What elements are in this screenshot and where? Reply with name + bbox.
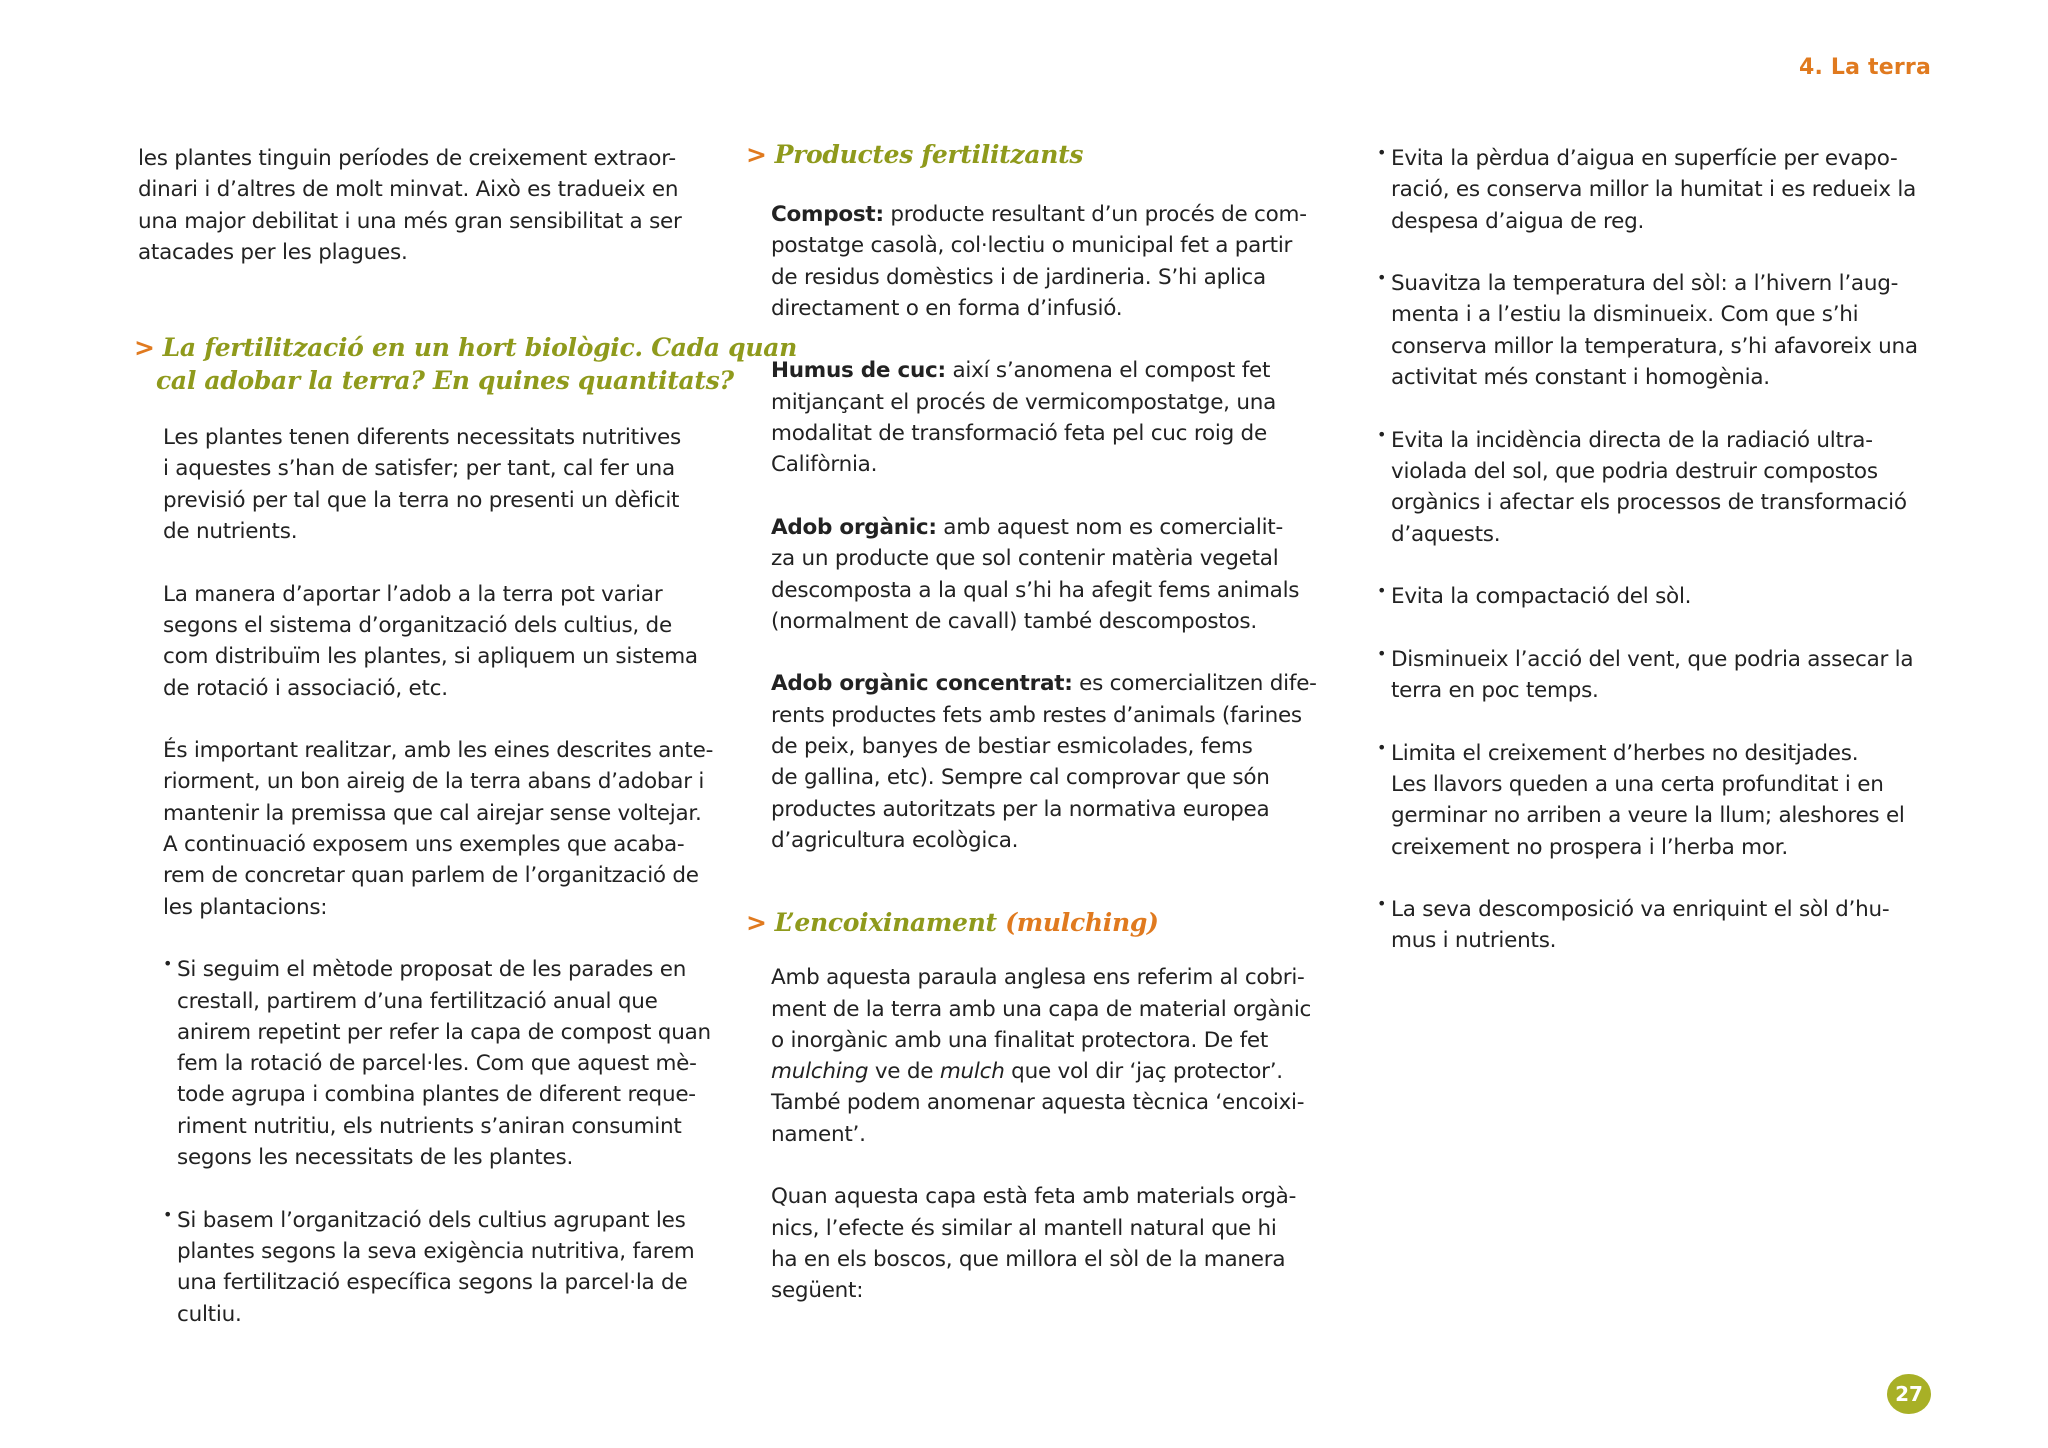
- term-label: Adob orgànic concentrat:: [771, 671, 1073, 697]
- text-line: rem de concretar quan parlem de l’organització de: [163, 863, 699, 889]
- text-line: Evita la compactació del sòl.: [1391, 584, 1692, 610]
- text-line: de rotació i associació, etc.: [163, 675, 448, 701]
- list-item: [1377, 738, 1937, 863]
- text-fragment: que vol dir ‘jaç protector’.: [1004, 1059, 1283, 1085]
- bullet-text: [1391, 644, 1937, 707]
- paragraph-necessitats: [163, 422, 728, 547]
- text-line: mantenir la premissa que cal airejar sense voltejar.: [163, 800, 702, 826]
- text-line: A continuació exposem uns exemples que acaba-: [163, 832, 685, 858]
- bullet-text: [1391, 738, 1937, 863]
- bullet-icon: •: [1377, 268, 1387, 288]
- text-line: Suavitza la temperatura del sòl: a l’hivern l’aug-: [1391, 271, 1899, 297]
- text-line: La seva descomposició va enriquint el sòl d’hu-: [1391, 897, 1890, 923]
- text-line: productes autoritzats per la normativa europea: [771, 796, 1270, 822]
- text-line: menta i a l’estiu la disminueix. Com que s’hi: [1391, 302, 1859, 328]
- column-left: [134, 143, 798, 1330]
- text-line: riment nutritiu, els nutrients s’aniran consumint: [177, 1113, 682, 1139]
- bullet-text: [1391, 268, 1937, 393]
- bullet-text: [1391, 143, 1937, 237]
- text-line: modalitat de transformació feta pel cuc roig de: [771, 421, 1267, 447]
- text-line: i aquestes s’han de satisfer; per tant, cal fer una: [163, 456, 675, 482]
- italic-term: mulch: [939, 1059, 1005, 1085]
- text-line: descomposta a la qual s’hi ha afegit fems animals: [771, 577, 1300, 603]
- list-item: [1377, 894, 1937, 957]
- text-line: creixement no prospera i l’herba mor.: [1391, 834, 1788, 860]
- bullet-icon: •: [163, 954, 173, 974]
- text-line: Amb aquesta paraula anglesa ens referim al cobri-: [771, 965, 1305, 991]
- definition-text: producte resultant d’un procés de com-: [883, 202, 1307, 227]
- text-line: Les plantes tenen diferents necessitats nutritives: [163, 425, 681, 451]
- text-line: segons les necessitats de les plantes.: [177, 1145, 574, 1171]
- paragraph-mulching: [771, 962, 1336, 1150]
- text-line: Limita el creixement d’herbes no desitjades.: [1391, 740, 1859, 766]
- paragraph-manera: [163, 579, 728, 704]
- term-label: Adob orgànic:: [771, 514, 937, 540]
- list-item: [1377, 644, 1937, 707]
- bullet-icon: •: [1377, 894, 1387, 914]
- text-line: nics, l’efecte és similar al mantell natural que hi: [771, 1215, 1277, 1241]
- text-line: directament o en forma d’infusió.: [771, 295, 1123, 321]
- text-line: nament’.: [771, 1121, 866, 1147]
- italic-term: mulching: [771, 1059, 869, 1085]
- text-line: d’aquests.: [1391, 521, 1501, 547]
- intro-paragraph: [138, 143, 728, 268]
- text-line: za un producte que sol contenir matèria vegetal: [771, 546, 1279, 572]
- bullet-icon: •: [1377, 581, 1387, 601]
- chapter-header: 4. La terra: [1798, 55, 1931, 80]
- text-line: de peix, banyes de bestiar esmicolades, fems: [771, 734, 1253, 760]
- text-line: És important realitzar, amb les eines descrites ante-: [163, 738, 714, 764]
- text-line: segons el sistema d’organització dels cultius, de: [163, 612, 672, 638]
- text-line: rents productes fets amb restes d’animals (farines: [771, 702, 1302, 728]
- definition-text: així s’anomena el compost fet: [945, 358, 1271, 384]
- column-middle: [746, 140, 1336, 1307]
- text-line: mitjançant el procés de vermicompostatge, una: [771, 389, 1277, 415]
- bullet-text: [1391, 894, 1937, 957]
- term-label: Compost:: [771, 202, 884, 227]
- heading-line-2: cal adobar la terra? En quines quantitats?: [156, 366, 734, 396]
- text-line: conserva millor la temperatura, s’hi afavoreix una: [1391, 333, 1918, 359]
- text-line: germinar no arriben a veure la llum; aleshores el: [1391, 803, 1905, 829]
- bullet-text: [177, 954, 728, 1173]
- definition-rest: [771, 387, 1336, 481]
- page-number-badge: 27: [1887, 1374, 1931, 1414]
- text-line: riorment, un bon aireig de la terra abans d’adobar i: [163, 769, 705, 795]
- text-line: crestall, partirem d’una fertilització anual que: [177, 988, 658, 1014]
- list-item: [1377, 425, 1937, 550]
- text-line: atacades per les plagues.: [138, 239, 408, 265]
- text-line: Quan aquesta capa està feta amb materials orgà-: [771, 1184, 1297, 1210]
- bullet-text: [1391, 581, 1937, 612]
- text-line: Disminueix l’acció del vent, que podria assecar la: [1391, 646, 1914, 672]
- heading-accent: (mulching): [1005, 908, 1159, 938]
- text-line: postatge casolà, col·lectiu o municipal fet a partir: [771, 233, 1293, 259]
- text-line: activitat més constant i homogènia.: [1391, 365, 1770, 391]
- text-line: També podem anomenar aquesta tècnica ‘encoixi-: [771, 1090, 1305, 1116]
- list-item: [163, 1205, 728, 1330]
- definition-rest: [771, 543, 1336, 637]
- text-line: les plantacions:: [163, 894, 328, 920]
- list-item: [163, 954, 728, 1173]
- chevron-right-icon: >: [746, 140, 767, 169]
- list-item: [1377, 268, 1937, 393]
- text-line: d’agricultura ecològica.: [771, 827, 1019, 853]
- text-line: o inorgànic amb una finalitat protectora. De fet: [771, 1027, 1269, 1053]
- text-line: de residus domèstics i de jardineria. S’hi aplica: [771, 264, 1266, 290]
- text-line: com distribuïm les plantes, si apliquem un sistema: [163, 644, 698, 670]
- text-line: següent:: [771, 1278, 864, 1304]
- list-item: [1377, 143, 1937, 237]
- bullet-icon: •: [1377, 143, 1387, 162]
- definition-adob: [771, 512, 1336, 637]
- section-heading-fertilitzacio: [134, 331, 798, 397]
- list-item: [1377, 581, 1937, 612]
- bullet-icon: •: [1377, 643, 1387, 663]
- chevron-right-icon: >: [746, 908, 767, 938]
- chevron-right-icon: >: [134, 333, 155, 363]
- heading-text: L’encoixinament: [774, 908, 1006, 938]
- definition-humus: [771, 355, 1336, 480]
- text-line: ha en els boscos, que millora el sòl de la manera: [771, 1246, 1286, 1272]
- bullet-icon: •: [1377, 424, 1387, 444]
- bullet-text: [1391, 425, 1937, 550]
- text-line: terra en poc temps.: [1391, 678, 1599, 704]
- text-line: una major debilitat i una més gran sensibilitat a ser: [138, 208, 682, 234]
- text-line: Si seguim el mètode proposat de les parades en: [177, 957, 687, 983]
- text-line: ment de la terra amb una capa de material orgànic: [771, 996, 1312, 1022]
- definition-adob-concentrat: [771, 668, 1336, 856]
- text-line: Evita la pèrdua d’aigua en superfície per evapo-: [1391, 146, 1898, 171]
- definition-rest: [771, 700, 1336, 856]
- text-line: Si basem l’organització dels cultius agrupant les: [177, 1207, 686, 1233]
- text-line: plantes segons la seva exigència nutritiva, farem: [177, 1238, 695, 1264]
- text-line: tode agrupa i combina plantes de diferent reque-: [177, 1082, 696, 1108]
- text-line: anirem repetint per refer la capa de compost quan: [177, 1019, 711, 1045]
- text-line: (normalment de cavall) també descompostos.: [771, 608, 1257, 634]
- definition-text: es comercialitzen dife-: [1072, 671, 1317, 697]
- text-line: [771, 1056, 1336, 1087]
- text-line: de nutrients.: [163, 519, 298, 545]
- text-line: La manera d’aportar l’adob a la terra pot variar: [163, 581, 663, 607]
- section-heading-encoixinament: [746, 906, 1336, 939]
- bullet-text: [177, 1205, 728, 1330]
- bullet-icon: •: [1377, 737, 1387, 757]
- text-line: una fertilització específica segons la parcel·la de: [177, 1270, 688, 1296]
- definition-rest: [771, 230, 1336, 324]
- text-line: ració, es conserva millor la humitat i es redueix la: [1391, 177, 1917, 203]
- text-line: Evita la incidència directa de la radiació ultra-: [1391, 427, 1873, 453]
- heading-text: Productes fertilitzants: [774, 140, 1084, 169]
- text-line: fem la rotació de parcel·les. Com que aquest mè-: [177, 1051, 697, 1077]
- section-heading-productes: [746, 138, 1336, 171]
- text-line: violada del sol, que podria destruir compostos: [1391, 458, 1878, 484]
- text-line: previsió per tal que la terra no presenti un dèficit: [163, 487, 680, 513]
- heading-line-1: La fertilització en un hort biològic. Cada quan: [162, 333, 798, 363]
- definition-text: amb aquest nom es comercialit-: [936, 514, 1283, 540]
- text-line: les plantes tinguin períodes de creixement extraor-: [138, 146, 676, 171]
- text-line: de gallina, etc). Sempre cal comprovar que són: [771, 765, 1270, 791]
- text-line: dinari i d’altres de molt minvat. Això es tradueix en: [138, 177, 679, 203]
- text-line: Califòrnia.: [771, 452, 878, 478]
- text-fragment: ve de: [868, 1059, 940, 1085]
- bullet-icon: •: [163, 1204, 173, 1224]
- definition-compost: [771, 199, 1336, 324]
- text-line: cultiu.: [177, 1301, 242, 1327]
- text-line: orgànics i afectar els processos de transformació: [1391, 490, 1907, 516]
- text-line: despesa d’aigua de reg.: [1391, 208, 1645, 234]
- paragraph-important: [163, 735, 728, 923]
- column-right: [1377, 143, 1937, 957]
- text-line: mus i nutrients.: [1391, 928, 1557, 954]
- text-line: Les llavors queden a una certa profunditat i en: [1391, 771, 1884, 797]
- paragraph-materials: [771, 1181, 1336, 1306]
- term-label: Humus de cuc:: [771, 358, 946, 384]
